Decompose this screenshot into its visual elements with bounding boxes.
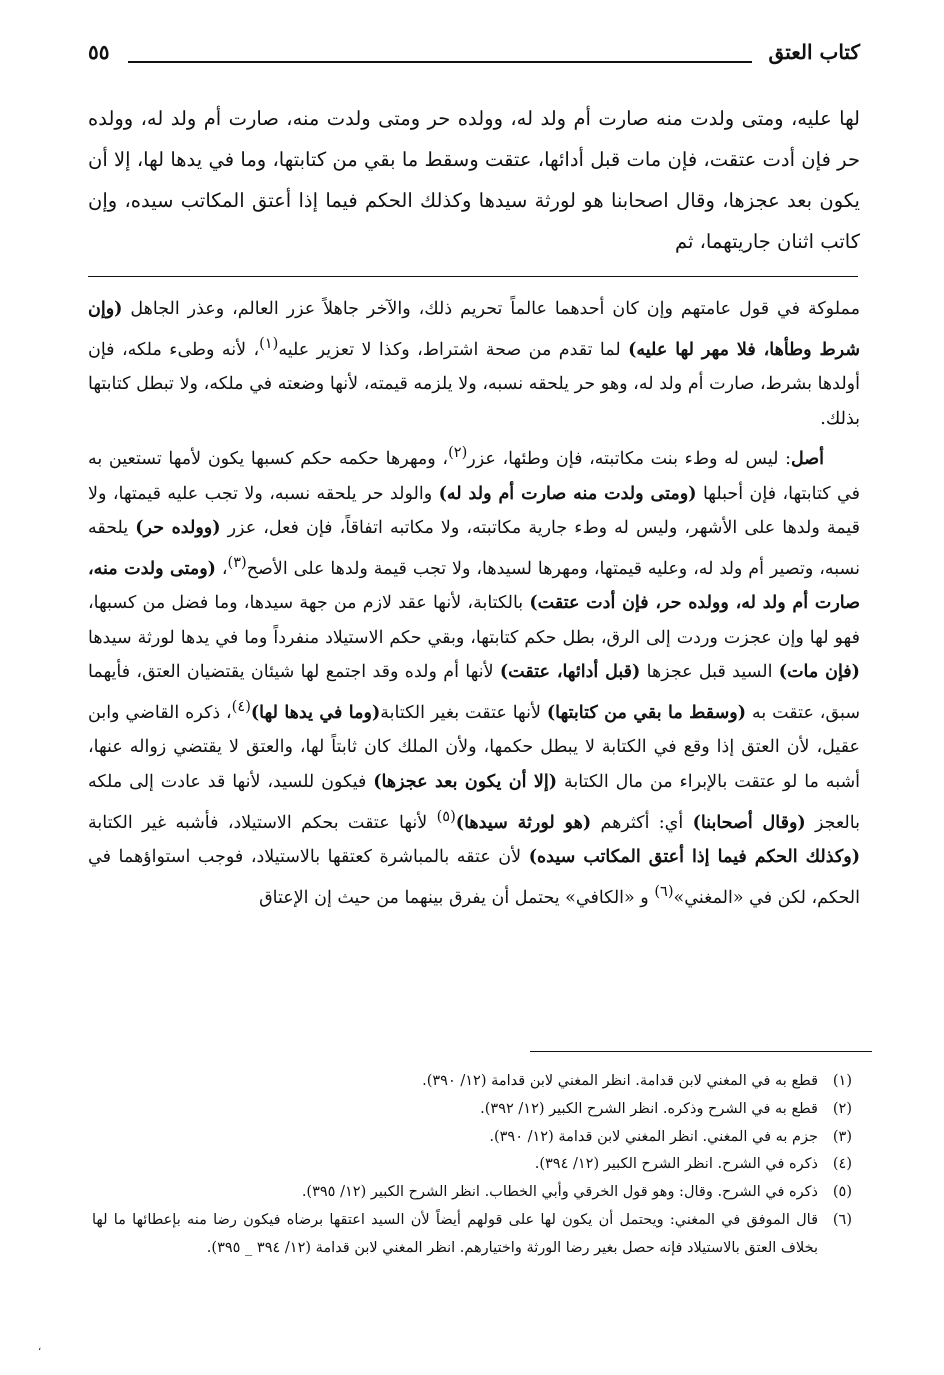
footnote [92, 1068, 852, 1096]
footnote-ref: (٣) [227, 553, 247, 571]
text-run: مملوكة في قول عامتهم وإن كان أحدهما عالماً تحريم ذلك، والآخر جاهلاً عزر العالم، وعذر الجاهل [130, 299, 860, 319]
commentary [88, 292, 860, 915]
main-text [88, 98, 860, 262]
footnotes [92, 1068, 852, 1263]
text-run: بالكتابة، لأنها عقد لازم من جهة سيدها، وما فضل من كسبها، فهو لها وإن عجزت وردت إلى الرق، بطل حكم كتابتها، وبقي حكم الاستيلاد منفرداً وما في يدها لورثة سيدها [88, 593, 860, 648]
footnote-number: (٦) [832, 1211, 852, 1228]
header-rule [128, 61, 752, 63]
footnote-ref: (٤) [231, 698, 251, 716]
text-run: فيكون للسيد، لأنها قد عادت إلى ملكه بالعجز [88, 772, 860, 833]
footnote-text: قال الموفق في المغني: ويحتمل أن يكون لها على قولهم أيضاً لأن السيد اعتقها برضاه فيكون رضا منه بإعطائها ما لها بخلاف العتق بالاستيلاد فإنه حصل بغير رضا الورثة واختيارهم. انظر المغني لابن قدامة (١٢/ ٣٩٤ _ ٣٩٥). [92, 1211, 818, 1256]
main-text-separator [88, 276, 858, 277]
footnote-number: (١) [832, 1073, 852, 1089]
quoted-text: (وإن شرط وطأها، فلا مهر لها عليه) [88, 299, 860, 360]
quoted-text: (ومتى ولدت منه، صارت أم ولد له، وولده حر، فإن أدت عتقت) [88, 558, 860, 614]
quoted-text: (وقال أصحابنا) [692, 812, 806, 833]
footnote-text: ذكره في الشرح. انظر الشرح الكبير (١٢/ ٣٩٤). [534, 1156, 818, 1173]
text-run: ، ومهرها حكمه حكم كسبها يكون لأمها تستعين به في كتابتها، فإن أحبلها [88, 449, 860, 504]
footnote-number: (٥) [832, 1184, 852, 1201]
footnote-number: (٢) [832, 1100, 852, 1117]
footnote-text: قطع به في الشرح وذكره. انظر الشرح الكبير (١٢/ ٣٩٢). [480, 1100, 818, 1117]
quoted-text: (قبل أدائها، عتقت) [499, 662, 641, 683]
book-title: كتاب العتق [768, 40, 860, 64]
footnote [92, 1207, 852, 1263]
page-header [88, 38, 860, 78]
footnote [92, 1151, 852, 1179]
text-run: ، لأنه وطىء ملكه، فإن أولدها بشرط، صارت أم ولد له، وهو حر يلحقه نسبه، ولا يلزمه قيمته، لأنها وضعته في ملكه، ولا تبطل كتابتها بذلك. [88, 339, 860, 429]
footnote-ref: (٥) [436, 807, 456, 825]
page-number: ٥٥ [88, 40, 110, 64]
text-run: ، [221, 558, 228, 579]
commentary-paragraph-2 [88, 436, 860, 915]
text-run: و «الكافي» يحتمل أن يفرق بينهما من حيث إن الإعتاق [259, 887, 649, 908]
quoted-text: (وكذلك الحكم فيما إذا أعتق المكاتب سيده) [528, 847, 860, 868]
text-run: لأن عتقه بالمباشرة كعتقها بالاستيلاد، فوجب استواؤهما في الحكم، لكن في «المغني» [88, 847, 860, 908]
text-run: والولد حر يلحقه نسبه، ولا تجب عليه قيمتها، ولا قيمة ولدها على الأشهر، وليس له وطء جارية مكاتبته، ولا مكاتبه اتفاقاً، فإن فعل، عزر [88, 483, 860, 539]
quoted-text: (وسقط ما بقي من كتابتها) [546, 702, 747, 723]
footnote-number: (٣) [832, 1128, 852, 1145]
quoted-text: (وولده حر) [135, 518, 221, 539]
text-run: ، ذكره القاضي وابن عقيل، لأن العتق إذا وقع في الكتابة لا يبطل حكمها، ولأن الملك كان ثابتاً لها، والعتق لا يقتضي زواله عنها، أشبه ما لو عتقت بالإبراء من مال الكتابة [88, 702, 860, 793]
corner-mark: ، [38, 1342, 42, 1353]
footnote-text: جزم به في المغني. انظر المغني لابن قدامة (١٢/ ٣٩٠). [489, 1128, 818, 1145]
footnote [92, 1124, 852, 1152]
footnote-text: قطع به في المغني لابن قدامة. انظر المغني لابن قدامة (١٢/ ٣٩٠). [422, 1073, 818, 1089]
text-run: لأنها عتقت بحكم الاستيلاد، فأشبه غير الكتابة [88, 812, 428, 833]
text-run: : ليس له وطء بنت مكاتبته، فإن وطئها، عزر [467, 449, 792, 470]
text-run: يلحقه نسبه، وتصير أم ولد له، وعليه قيمتها، ومهرها لسيدها، ولا تجب قيمة ولدها على الأصح [88, 518, 860, 579]
quoted-text: (فإن مات) [778, 662, 860, 683]
quoted-text: (إلا أن يكون بعد عجزها) [373, 772, 558, 793]
text-run: أي: أكثرهم [600, 812, 684, 833]
footnote-ref: (٦) [654, 882, 674, 900]
footnote-ref: (٢) [448, 444, 468, 462]
footnote [92, 1179, 852, 1207]
footnote-number: (٤) [832, 1156, 852, 1173]
text-run: لأنها عتقت بغير الكتابة [380, 702, 541, 723]
quoted-text: (ومتى ولدت منه صارت أم ولد له) [438, 483, 697, 504]
footnote-text: ذكره في الشرح. وقال: وهو قول الخرقي وأبي الخطاب. انظر الشرح الكبير (١٢/ ٣٩٥). [301, 1184, 818, 1201]
footnotes-separator [530, 1051, 872, 1052]
footnote [92, 1096, 852, 1124]
text-run: لما تقدم من صحة اشتراط، وكذا لا تعزير عليه [278, 339, 621, 360]
section-label: أصل [791, 449, 824, 470]
text-run: لأنها أم ولده وقد اجتمع لها شيئان يقتضيان العتق، فأيهما سبق، عتقت به [88, 662, 860, 723]
commentary-paragraph-1 [88, 292, 860, 436]
text-run: السيد قبل عجزها [646, 662, 773, 683]
quoted-text: (وما في يدها لها) [250, 702, 381, 723]
quoted-text: (هو لورثة سيدها) [455, 812, 592, 833]
footnote-ref: (١) [259, 334, 279, 352]
main-text-paragraph: لها عليه، ومتى ولدت منه صارت أم ولد له، وولده حر ومتى ولدت منه، صارت أم ولد له، وولده حر فإن أدت عتقت، فإن مات قبل أدائها، عتقت وسقط ما بقي من كتابتها، وما في يدها لها، إلا أن يكون بعد عجزها، وقال اصحابنا هو لورثة سيدها وكذلك الحكم فيما إذا أعتق المكاتب سيده، وإن كاتب اثنان جاريتهما، ثم [88, 107, 860, 253]
